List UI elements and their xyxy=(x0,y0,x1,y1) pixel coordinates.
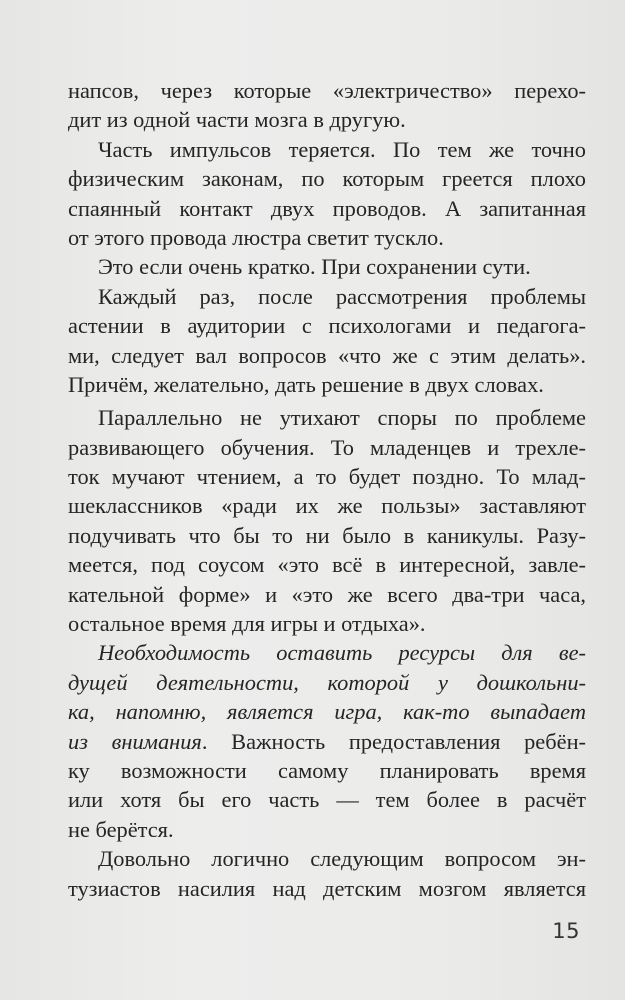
text-line: не берётся. xyxy=(68,816,174,842)
text-line: Каждый раз, после рассмотрения проблемы xyxy=(98,283,586,309)
text-line: тузиастов насилия над детским мозгом является xyxy=(68,875,586,901)
text-line: спаянный контакт двух проводов. А запитанная xyxy=(68,195,586,221)
page-number: 15 xyxy=(552,919,580,943)
text-line: Причём, желательно, дать решение в двух словах. xyxy=(68,371,544,397)
text-line: от этого провода люстра светит тускло. xyxy=(68,224,444,250)
text-line: Это если очень кратко. При сохранении сути. xyxy=(98,254,531,280)
text-line: остальное время для игры и отдыха». xyxy=(68,611,426,637)
text-line: физическим законам, по которым греется плохо xyxy=(68,166,586,192)
text-line: или хотя бы его часть — тем более в расчёт xyxy=(68,787,586,813)
text-line: дит из одной части мозга в другую. xyxy=(68,107,406,133)
text-line: астении в аудитории с психологами и педагога- xyxy=(68,313,586,339)
text-line: ток мучают чтением, а то будет поздно. То млад- xyxy=(68,464,586,490)
text-line: меется, под соусом «это всё в интересной, завле- xyxy=(68,552,586,578)
text-line: ми, следует вал вопросов «что же с этим делать». xyxy=(68,342,586,368)
text-line: Часть импульсов теряется. По тем же точно xyxy=(98,136,586,162)
text-line: подучивать что бы то ни было в каникулы. Разу- xyxy=(68,522,586,548)
italic-text-line: Необходимость оставить ресурсы для ве- xyxy=(98,640,586,666)
text-line: шеклассников «ради их же пользы» заставляют xyxy=(68,493,586,519)
text-line: напсов, через которые «электричество» перехо- xyxy=(68,78,586,103)
text-line: Довольно логично следующим вопросом эн- xyxy=(98,846,586,872)
text-line: кательной форме» и «это же всего два-три часа, xyxy=(68,581,586,607)
text-line: развивающего обучения. То младенцев и трехле- xyxy=(68,434,586,460)
body-text xyxy=(68,76,586,903)
italic-fragment: из внимания xyxy=(68,728,202,754)
regular-fragment: . Важность предоставления ребён- xyxy=(201,728,586,754)
text-line: Параллельно не утихают споры по проблеме xyxy=(98,405,586,431)
italic-text-line: дущей деятельности, которой у дошкольни- xyxy=(68,669,586,695)
mixed-text-line xyxy=(68,727,586,756)
text-line: ку возможности самому планировать время xyxy=(68,757,586,783)
italic-text-line: ка, напомню, является игра, как-то выпадает xyxy=(68,699,586,725)
